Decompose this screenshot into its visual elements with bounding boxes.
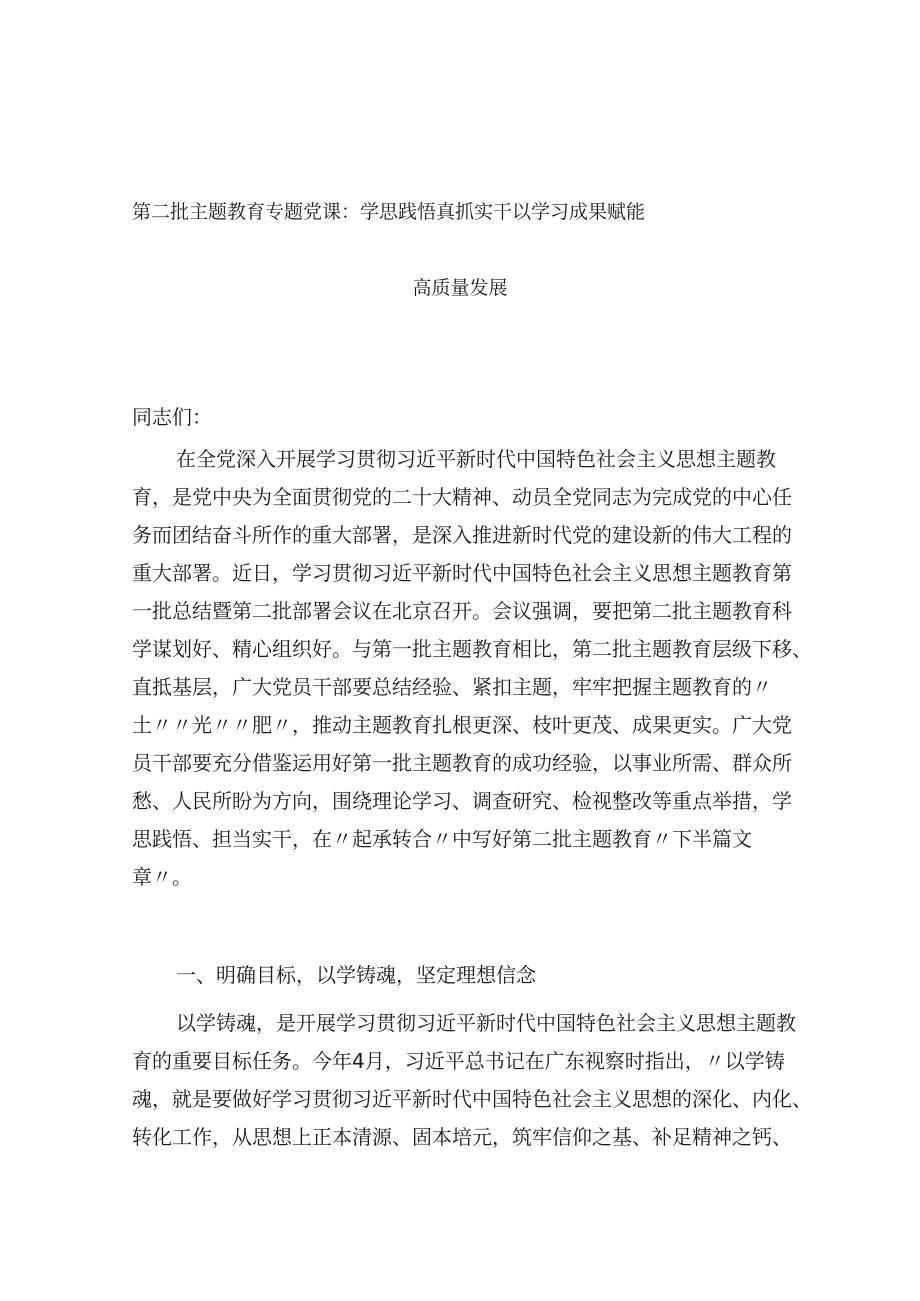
section-heading-1: 一、明确目标，以学铸魂，坚定理想信念 <box>176 963 536 987</box>
paragraph-line: 魂，就是要做好学习贯彻习近平新时代中国特色社会主义思想的深化、内化、 <box>132 1087 812 1111</box>
paragraph-line: 以学铸魂，是开展学习贯彻习近平新时代中国特色社会主义思想主题教 <box>176 1011 796 1035</box>
paragraph-line: 土〃〃光〃〃肥〃，推动主题教育扎根更深、枝叶更茂、成果更实。广大党 <box>132 713 792 737</box>
paragraph-2 <box>132 1004 812 1156</box>
paragraph-line: 在全党深入开展学习贯彻习近平新时代中国特色社会主义思想主题教 <box>176 447 776 471</box>
paragraph-1 <box>132 440 812 896</box>
paragraph-line: 一批总结暨第二批部署会议在北京召开。会议强调，要把第二批主题教育科 <box>132 599 792 623</box>
salutation: 同志们： <box>132 405 212 429</box>
paragraph-line: 员干部要充分借鉴运用好第一批主题教育的成功经验，以事业所需、群众所 <box>132 751 792 775</box>
paragraph-line: 愁、人民所盼为方向，围绕理论学习、调查研究、检视整改等重点举措，学 <box>132 789 792 813</box>
paragraph-line: 章〃。 <box>132 865 192 889</box>
document-title-line-2: 高质量发展 <box>412 277 508 299</box>
paragraph-line: 育的重要目标任务。今年4月，习近平总书记在广东视察时指出，〃以学铸 <box>132 1049 785 1073</box>
document-title-line-1: 第二批主题教育专题党课：学思践悟真抓实干以学习成果赋能 <box>132 201 646 223</box>
paragraph-line: 直抵基层，广大党员干部要总结经验、紧扣主题，牢牢把握主题教育的〃 <box>132 675 772 699</box>
paragraph-line: 学谋划好、精心组织好。与第一批主题教育相比，第二批主题教育层级下移、 <box>132 637 812 661</box>
paragraph-line: 思践悟、担当实干，在〃起承转合〃中写好第二批主题教育〃下半篇文 <box>132 827 752 851</box>
paragraph-line: 转化工作，从思想上正本清源、固本培元，筑牢信仰之基、补足精神之钙、 <box>132 1125 792 1149</box>
paragraph-line: 重大部署。近日，学习贯彻习近平新时代中国特色社会主义思想主题教育第 <box>132 561 792 585</box>
paragraph-line: 育，是党中央为全面贯彻党的二十大精神、动员全党同志为完成党的中心任 <box>132 485 792 509</box>
paragraph-line: 务而团结奋斗所作的重大部署，是深入推进新时代党的建设新的伟大工程的 <box>132 523 792 547</box>
